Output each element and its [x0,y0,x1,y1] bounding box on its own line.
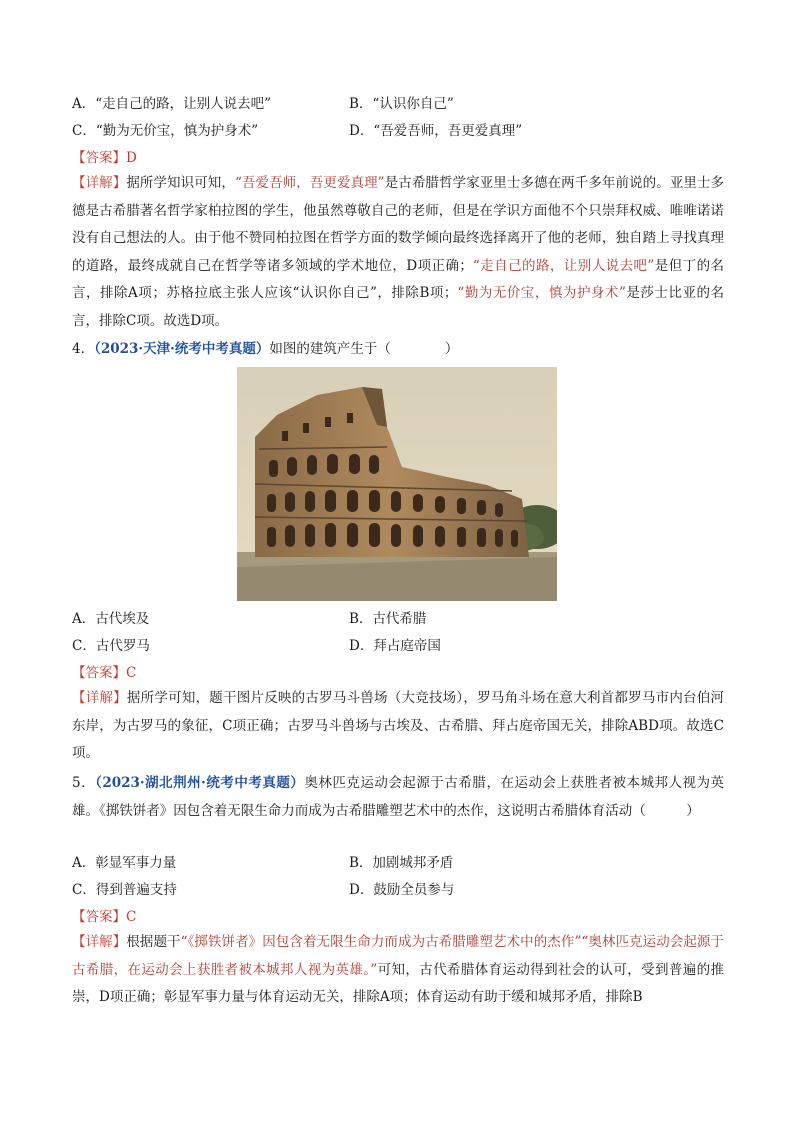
colosseum-photo [237,367,557,601]
q3-option-d: D．“吾爱吾师，吾更爱真理” [349,123,523,139]
detail-quote: “吾爱吾师，吾更爱真理” [234,175,385,191]
detail-text: 据所学可知，题干图片反映的古罗马斗兽场（大竞技场），罗马角斗场在意大利首都罗马市内台伯河东岸，为古罗马的象征，C项正确；古罗马斗兽场与古埃及、古希腊、拜占庭帝国无关，排除ABD项。故选C项。 [72,690,725,761]
q3-detail [72,170,724,335]
q4-option-a: A．古代埃及 [72,611,150,627]
answer-tag: 【答案】 [72,909,126,925]
detail-text: 是古希腊哲学家亚里士多德在两千多年前说的。亚里士多德是古希腊著名哲学家柏拉图的学生，他虽然尊敬自己的老师，但是在学识方面他不个只崇拜权威、唯唯诺诺没有自己想法的人。由于他不赞同柏拉图在哲学方面的数学倾向最终选择离开了他的老师，独自踏上寻找真理的道路，最终成就自己在哲学等诸多领域的学术地位，D项正确； [72,175,725,274]
question-source: （2023·天津·统考中考真题） [94,341,270,357]
detail-text: 根据题干 [126,934,181,950]
q3-option-a: A．“走自己的路，让别人说去吧” [72,96,272,112]
q4-answer [72,663,136,683]
detail-text: 可知，古代希腊体育运动得到社会的认可，受到普遍的推崇，D项正确；彰显军事力量与体育运动无关，排除A项；体育运动有助于缓和城邦矛盾，排除B [72,961,725,1005]
q5-answer [72,907,136,927]
detail-quote: “《掷铁饼者》因包含着无限生命力而成为古希腊雕塑艺术中的杰作”“奥林匹克运动会起源于古希腊，在运动会上获胜者被本城邦人视为英雄。” [72,934,724,978]
question-number: 5． [72,775,96,791]
question-source: （2023·湖北荆州·统考中考真题） [95,775,305,791]
q5-option-c: C．得到普遍支持 [72,882,177,898]
answer-tag: 【答案】 [72,150,126,166]
detail-tag: 【详解】 [72,690,127,706]
q5-option-b: B．加剧城邦矛盾 [349,855,454,871]
answer-tag: 【答案】 [72,665,126,681]
question-text: 奥林匹克运动会起源于古希腊，在运动会上获胜者被本城邦人视为英雄。《掷铁饼者》因包含着无限生命力而成为古希腊雕塑艺术中的杰作，这说明古希腊体育活动（ ） [72,775,725,819]
detail-text: 据所学知识可知， [126,175,235,191]
q4-option-b: B．古代希腊 [349,611,427,627]
q5-option-a: A．彰显军事力量 [72,855,177,871]
question-number: 4． [72,341,95,357]
q3-answer [72,148,137,168]
q4-detail [72,685,724,768]
detail-tag: 【详解】 [72,934,127,950]
q3-option-b: B．“认识你自己” [349,96,454,112]
answer-value: D [126,150,137,166]
q5-stem [72,770,724,825]
detail-text: 是但丁的名言，排除A项；苏格拉底主张人应该“认识你自己”，排除B项； [72,257,725,301]
q4-option-c: C．古代罗马 [72,638,150,654]
q3-option-c: C．“勤为无价宝，慎为护身术” [72,123,259,139]
answer-value: C [126,665,137,681]
detail-text: 是莎士比亚的名言，排除C项。故选D项。 [72,285,724,329]
q5-option-d: D．鼓励全员参与 [349,882,455,898]
q5-detail [72,929,724,1012]
answer-value: C [126,909,137,925]
q4-stem [72,339,458,359]
detail-tag: 【详解】 [72,175,127,191]
q4-option-d: D．拜占庭帝国 [349,638,441,654]
detail-quote: “勤为无价宝，慎为护身术” [457,285,626,301]
question-text: 如图的建筑产生于（ ） [269,341,459,357]
detail-quote: “走自己的路，让别人说去吧” [472,257,655,274]
